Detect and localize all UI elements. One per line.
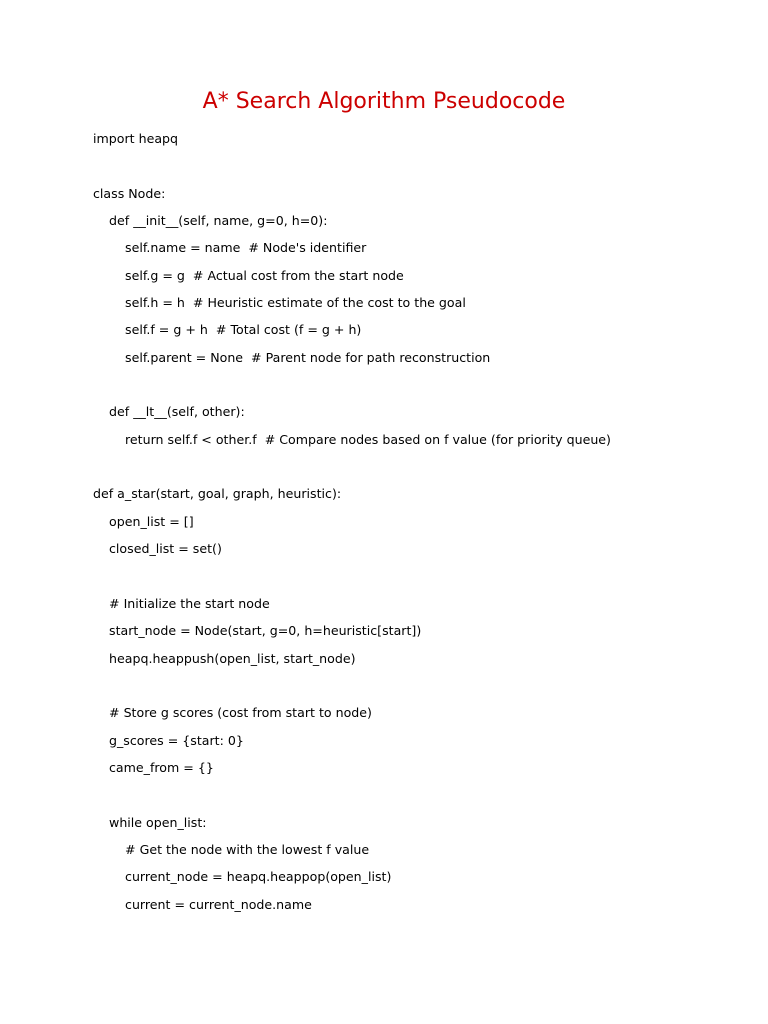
code-line: def __lt__(self, other): [93, 404, 245, 420]
blank-line [93, 453, 733, 480]
document-title: A* Search Algorithm Pseudocode [202, 89, 566, 114]
code-line: class Node: [93, 185, 166, 201]
code-line: def __init__(self, name, g=0, h=0): [93, 213, 328, 229]
blank-line [93, 781, 733, 808]
code-line: def a_star(start, goal, graph, heuristic): [93, 486, 342, 502]
code-line: self.g = g # Actual cost from the start node [93, 267, 404, 283]
code-line: g_scores = {start: 0} [93, 732, 244, 748]
code-line: current_node = heapq.heappop(open_list) [93, 869, 392, 885]
code-line: heapq.heappush(open_list, start_node) [93, 650, 356, 666]
code-line: self.parent = None # Parent node for path reconstruction [93, 349, 491, 365]
code-line: # Get the node with the lowest f value [93, 841, 370, 857]
code-line: import heapq [93, 131, 179, 146]
code-block [93, 125, 733, 918]
code-line: self.h = h # Heuristic estimate of the cost to the goal [93, 295, 466, 311]
code-line: closed_list = set() [93, 541, 222, 557]
code-line: return self.f < other.f # Compare nodes based on f value (for priority queue) [93, 431, 611, 447]
code-line: self.f = g + h # Total cost (f = g + h) [93, 322, 362, 338]
code-line: # Initialize the start node [93, 595, 270, 611]
code-line: while open_list: [93, 814, 207, 830]
blank-line [93, 371, 733, 398]
code-line: open_list = [] [93, 513, 194, 529]
code-line: came_from = {} [93, 759, 214, 775]
blank-line [93, 152, 733, 179]
code-line: current = current_node.name [93, 896, 312, 912]
code-line: start_node = Node(start, g=0, h=heuristic[start]) [93, 623, 422, 639]
blank-line [93, 563, 733, 590]
blank-line [93, 672, 733, 699]
code-line: # Store g scores (cost from start to node) [93, 705, 372, 721]
code-line: self.name = name # Node's identifier [93, 240, 367, 256]
